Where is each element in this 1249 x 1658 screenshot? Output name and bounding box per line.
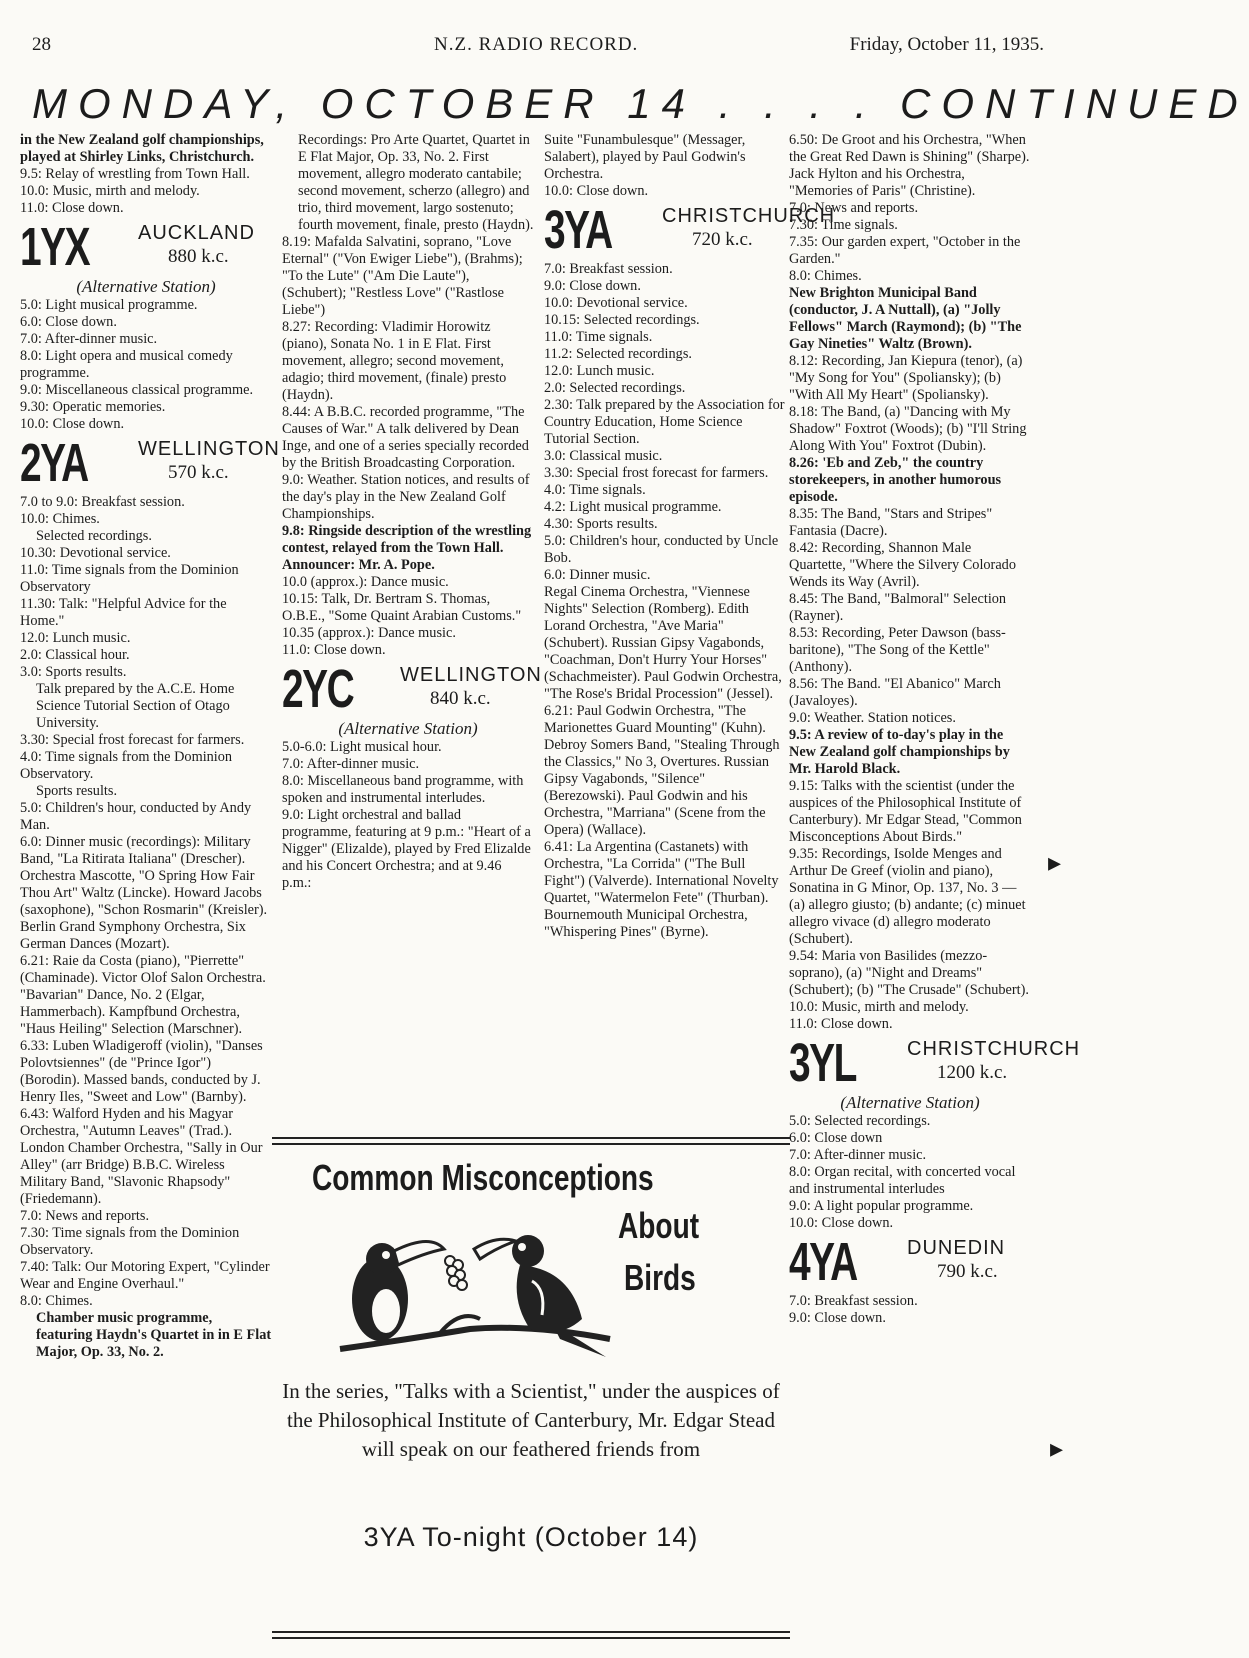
station-heading	[282, 659, 542, 719]
programme-entry: 10.15: Selected recordings.	[544, 312, 700, 328]
programme-entry: 2.0: Selected recordings.	[544, 380, 686, 396]
station-call-sign: 1YX	[20, 217, 90, 277]
programme-entry: 6.21: Paul Godwin Orchestra, "The Marionettes Guard Mounting" (Kuhn). Debroy Somers Band, "Stealing Through the Classics," No 3, Overtures. Russian Gipsy Vagabonds, "Silence" (Berezowski). Paul Godwin and his Orchestra, "Marriana" (Scene from the Opera) (Wallace).	[544, 703, 780, 838]
programme-entry: 5.0-6.0: Light musical hour.	[282, 739, 442, 755]
programme-entry: 11.0: Time signals from the Dominion Observatory	[20, 562, 239, 595]
station-city: WELLINGTON	[400, 664, 542, 686]
programme-entry: 11.0: Time signals.	[544, 329, 653, 345]
programme-entry: 4.0: Time signals.	[544, 482, 646, 498]
programme-entry: 4.30: Sports results.	[544, 516, 658, 532]
programme-entry: 3.30: Special frost forecast for farmers.	[20, 732, 245, 748]
programme-entry: 7.0: News and reports.	[789, 200, 919, 216]
station-city: WELLINGTON	[138, 438, 280, 460]
programme-entry: in the New Zealand golf championships, played at Shirley Links, Christchurch.	[20, 132, 264, 165]
programme-entry: 6.41: La Argentina (Castanets) with Orchestra, "La Corrida" ("The Bull Fight") (Valverde). International Novelty Quartet, "Watermelon Fete" (Thurban). Bournemouth Municipal Orchestra, "Whispering Pines" (Byrne).	[544, 839, 779, 940]
programme-entry: 7.0: News and reports.	[20, 1208, 150, 1224]
station-heading	[789, 1232, 1031, 1292]
programme-entry: 5.0: Selected recordings.	[789, 1113, 931, 1129]
column-4	[789, 132, 1081, 1327]
page-number: 28	[32, 34, 51, 55]
programme-entry: 11.0: Close down.	[282, 642, 386, 658]
programme-entry: 7.0 to 9.0: Breakfast session.	[20, 494, 185, 510]
programme-entry: 4.0: Time signals from the Dominion Observatory.	[20, 749, 233, 782]
programme-entry: 3.0: Sports results.	[20, 664, 127, 680]
programme-entry: 9.8: Ringside description of the wrestling contest, relayed from the Town Hall. Announcer: Mr. A. Pope.	[282, 523, 532, 573]
programme-entry: 9.0: Light orchestral and ballad programme, featuring at 9 p.m.: "Heart of a Nigger" (Elizalde), played by Fred Elizalde and his Concert Orchestra; and at 9.46 p.m.:	[282, 807, 531, 891]
column-1	[20, 132, 280, 1361]
programme-entry: Suite "Funambulesque" (Messager, Salabert), played by Paul Godwin's Orchestra.	[544, 132, 746, 182]
programme-entry: 7.0: Breakfast session.	[789, 1293, 918, 1309]
station-city: AUCKLAND	[138, 222, 255, 244]
programme-entry: Regal Cinema Orchestra, "Viennese Nights" Selection (Romberg). Edith Lorand Orchestra, "Ave Maria" (Schubert). Russian Gipsy Vagabonds, "Coachman, Don't Hurry Your Horses" (Schachmeister). Paul Godwin Orchestra, "The Rose's Bridal Procession" (Jessel).	[544, 584, 782, 702]
programme-entry: 11.30: Talk: "Helpful Advice for the Home."	[20, 596, 227, 629]
programme-entry: 6.21: Raie da Costa (piano), "Pierrette" (Chaminade). Victor Olof Salon Orchestra. "Bavarian" Dance, No. 2 (Elgar, Hammerbach). Kampfbund Orchestra, "Haus Heiling" Selection (Marschner).	[20, 953, 266, 1037]
station-frequency: 840 k.c.	[430, 688, 491, 709]
alternative-station-label: (Alternative Station)	[338, 719, 478, 738]
programme-entry: Talk prepared by the A.C.E. Home Science Tutorial Section of Otago University.	[36, 681, 235, 731]
programme-entry: 8.44: A B.B.C. recorded programme, "The Causes of War." A talk delivered by Dean Inge, and one of a series specially recorded by the British Broadcasting Corporation.	[282, 404, 529, 471]
station-frequency: 1200 k.c.	[937, 1062, 1008, 1083]
programme-entry: 12.0: Lunch music.	[20, 630, 131, 646]
programme-entry: 9.0: Weather. Station notices, and results of the day's play in the New Zealand Golf Championships.	[282, 472, 530, 522]
programme-entry: 10.0: Devotional service.	[544, 295, 688, 311]
column-2	[282, 132, 542, 892]
programme-entry: 9.5: Relay of wrestling from Town Hall.	[20, 166, 250, 182]
programme-entry: 6.0: Close down	[789, 1130, 883, 1146]
margin-mark-icon: ▸	[1050, 1434, 1064, 1463]
programme-entry: 3.30: Special frost forecast for farmers.	[544, 465, 769, 481]
programme-entry: 11.0: Close down.	[789, 1016, 893, 1032]
programme-entry: 8.42: Recording, Shannon Male Quartette, "Where the Silvery Colorado Wends its Way (Avril).	[789, 540, 1016, 590]
ad-body-text: In the series, "Talks with a Scientist," under the auspices of the Philosophical Institute of Canterbury, Mr. Edgar Stead will speak on our feathered friends from	[282, 1379, 780, 1461]
ad-top-rule	[272, 1137, 790, 1145]
programme-entry: 5.0: Light musical programme.	[20, 297, 198, 313]
alternative-station-label: (Alternative Station)	[76, 277, 216, 296]
programme-entry: 10.35 (approx.): Dance music.	[282, 625, 456, 641]
station-frequency: 790 k.c.	[937, 1261, 998, 1282]
programme-entry: 9.0: A light popular programme.	[789, 1198, 974, 1214]
programme-entry: 7.30: Time signals from the Dominion Observatory.	[20, 1225, 240, 1258]
programme-entry: 10.0: Close down.	[789, 1215, 894, 1231]
programme-entry: New Brighton Municipal Band (conductor, J. A Nuttall), (a) "Jolly Fellows" March (Raymond); (b) "The Gay Nineties" Waltz (Brown).	[789, 285, 1022, 352]
programme-entry: 7.0: Breakfast session.	[544, 261, 673, 277]
programme-entry: 8.56: The Band. "El Abanico" March (Javaloyes).	[789, 676, 1001, 709]
programme-entry: 9.0: Miscellaneous classical programme.	[20, 382, 254, 398]
programme-entry: 6.0: Close down.	[20, 314, 117, 330]
programme-entry: 3.0: Classical music.	[544, 448, 663, 464]
programme-entry: 2.30: Talk prepared by the Association for Country Education, Home Science Tutorial Section.	[544, 397, 785, 447]
station-heading	[789, 1033, 1081, 1093]
programme-entry: 9.0: Close down.	[544, 278, 641, 294]
programme-entry: 2.0: Classical hour.	[20, 647, 130, 663]
programme-entry: 10.0 (approx.): Dance music.	[282, 574, 449, 590]
programme-entry: Chamber music programme, featuring Haydn's Quartet in in E Flat Major, Op. 33, No. 2.	[36, 1310, 272, 1360]
programme-entry: 7.0: After-dinner music.	[282, 756, 420, 772]
programme-entry: 5.0: Children's hour, conducted by Andy Man.	[20, 800, 252, 833]
programme-entry: 6.0: Dinner music.	[544, 567, 651, 583]
station-frequency: 570 k.c.	[168, 462, 229, 483]
ad-title-line-2: About	[618, 1205, 700, 1246]
station-heading	[20, 217, 272, 277]
programme-entry: 7.40: Talk: Our Motoring Expert, "Cylinder Wear and Engine Overhaul."	[20, 1259, 270, 1292]
programme-entry: 8.19: Mafalda Salvatini, soprano, "Love Eternal" ("Von Ewiger Liebe"), (Brahms); "To the Lute" ("Am Die Laute"), (Schubert); "Restless Love" ("Rastlose Liebe")	[282, 234, 523, 318]
programme-entry: 9.0: Close down.	[789, 1310, 886, 1326]
programme-entry: Recordings: Pro Arte Quartet, Quartet in E Flat Major, Op. 33, No. 2. First movement, allegro moderato cantabile; second movement, scherzo (allegro) and trio, third movement, largo sostenuto; fourth movement, finale, presto (Haydn).	[298, 132, 534, 233]
station-heading	[20, 433, 280, 493]
programme-entry: 8.0: Chimes.	[789, 268, 862, 284]
programme-entry: 5.0: Children's hour, conducted by Uncle Bob.	[544, 533, 779, 566]
programme-entry: 8.0: Chimes.	[20, 1293, 93, 1309]
ad-bottom-rule	[272, 1631, 790, 1639]
station-call-sign: 3YL	[789, 1033, 856, 1093]
programme-entry: 8.35: The Band, "Stars and Stripes" Fantasia (Dacre).	[789, 506, 993, 539]
programme-entry: 9.30: Operatic memories.	[20, 399, 166, 415]
programme-entry: 10.0: Music, mirth and melody.	[20, 183, 200, 199]
programme-entry: 10.0: Chimes.	[20, 511, 100, 527]
alternative-station-label: (Alternative Station)	[840, 1093, 980, 1112]
programme-entry: 9.0: Weather. Station notices.	[789, 710, 956, 726]
page-header	[24, 30, 1044, 60]
programme-entry: Sports results.	[36, 783, 118, 799]
programme-entry: 7.0: After-dinner music.	[20, 331, 158, 347]
station-call-sign: 2YA	[20, 433, 88, 493]
programme-entry: 6.43: Walford Hyden and his Magyar Orchestra, "Autumn Leaves" (Trad.). London Chamber Orchestra, "Sally in Our Alley" (arr Bridge) B.B.C. Wireless Military Band, "Slavonic Rhapsody" (Friedemann).	[20, 1106, 263, 1207]
programme-entry: 9.35: Recordings, Isolde Menges and Arthur De Greef (violin and piano), Sonatina in G Minor, Op. 137, No. 3 — (a) allegro giusto; (b) andante; (c) minuet allegro vivace (d) allegro moderato (Schubert).	[789, 846, 1026, 947]
programme-entry: Selected recordings.	[36, 528, 152, 544]
ad-title-line-1: Common Misconceptions	[312, 1157, 654, 1198]
programme-entry: 8.12: Recording, Jan Kiepura (tenor), (a) "My Song for You" (Spoliansky); (b) "With All My Heart" (Spoliansky).	[789, 353, 1023, 403]
programme-entry: 9.15: Talks with the scientist (under the auspices of the Philosophical Institute of Canterbury). Mr Edgar Stead, "Common Misconceptions About Birds."	[789, 778, 1022, 845]
programme-entry: 7.35: Our garden expert, "October in the Garden."	[789, 234, 1021, 267]
ad-tagline: 3YA To-night (October 14)	[363, 1522, 699, 1552]
programme-entry: 10.15: Talk, Dr. Bertram S. Thomas, O.B.E., "Some Quaint Arabian Customs."	[282, 591, 522, 624]
station-city: DUNEDIN	[907, 1237, 1006, 1259]
programme-entry: 6.0: Dinner music (recordings): Military Band, "La Ritirata Italiana" (Drescher). Orchestra Mascotte, "O Spring How Fair Thou Art" Waltz (Lincke). Howard Jacobs (saxophone), "Schon Rosmarin" (Kreisler). Berlin Grand Symphony Orchestra, Six German Dances (Mozart).	[20, 834, 268, 952]
programme-entry: 12.0: Lunch music.	[544, 363, 655, 379]
programme-entry: 8.45: The Band, "Balmoral" Selection (Rayner).	[789, 591, 1007, 624]
programme-entry: 10.0: Music, mirth and melody.	[789, 999, 969, 1015]
programme-entry: 8.26: 'Eb and Zeb," the country storekeepers, in another humorous episode.	[789, 455, 1002, 505]
day-banner: MONDAY, OCTOBER 14 . . . . CONTINUED	[32, 80, 1249, 127]
ad-title-line-3: Birds	[624, 1257, 696, 1298]
programme-entry: 10.0: Close down.	[20, 416, 125, 432]
programme-entry: 9.5: A review of to-day's play in the New Zealand golf championships by Mr. Harold Black.	[789, 727, 1010, 777]
station-frequency: 880 k.c.	[168, 246, 229, 267]
station-call-sign: 2YC	[282, 659, 354, 719]
advertisement-box	[272, 1137, 790, 1637]
programme-entry: 4.2: Light musical programme.	[544, 499, 722, 515]
station-call-sign: 3YA	[544, 200, 612, 260]
margin-mark-icon: ▸	[1048, 848, 1062, 877]
station-heading	[544, 200, 836, 260]
programme-entry: 11.0: Close down.	[20, 200, 124, 216]
programme-entry: 8.27: Recording: Vladimir Horowitz (piano), Sonata No. 1 in E Flat. First movement, allegro; second movement, adagio; third movement, (finale) presto (Haydn).	[282, 319, 507, 403]
programme-entry: 8.53: Recording, Peter Dawson (bass-baritone), "The Song of the Kettle" (Anthony).	[789, 625, 1006, 675]
programme-entry: 6.50: De Groot and his Orchestra, "When the Great Red Dawn is Shining" (Sharpe). Jack Hylton and his Orchestra, "Memories of Paris" (Christine).	[789, 132, 1030, 199]
programme-entry: 11.2: Selected recordings.	[544, 346, 692, 362]
station-city: CHRISTCHURCH	[907, 1038, 1081, 1060]
station-city: CHRISTCHURCH	[662, 205, 836, 227]
programme-entry: 7.30: Time signals.	[789, 217, 898, 233]
programme-entry: 8.0: Organ recital, with concerted vocal and instrumental interludes	[789, 1164, 1016, 1197]
issue-date: Friday, October 11, 1935.	[849, 34, 1044, 55]
programme-entry: 8.0: Light opera and musical comedy programme.	[20, 348, 233, 381]
programme-entry: 10.30: Devotional service.	[20, 545, 171, 561]
programme-entry: 10.0: Close down.	[544, 183, 649, 199]
programme-entry: 9.54: Maria von Basilides (mezzo-soprano), (a) "Night and Dreams" (Schubert); (b) "The Crusade" (Schubert).	[789, 948, 1029, 998]
masthead: N.Z. RADIO RECORD.	[434, 34, 639, 55]
station-frequency: 720 k.c.	[692, 229, 753, 250]
programme-entry: 8.18: The Band, (a) "Dancing with My Shadow" Foxtrot (Woods); (b) "I'll String Along With You" Foxtrot (Dubin).	[789, 404, 1027, 454]
station-call-sign: 4YA	[789, 1232, 857, 1292]
programme-entry: 6.33: Luben Wladigeroff (violin), "Danses Polovtsiennes" (de "Prince Igor") (Borodin). Massed bands, conducted by J. Henry Iles, "Sweet and Low" (Barnby).	[20, 1038, 263, 1105]
programme-entry: 7.0: After-dinner music.	[789, 1147, 927, 1163]
programme-entry: 8.0: Miscellaneous band programme, with spoken and instrumental interludes.	[282, 773, 524, 806]
toucan-birds-illustration	[320, 1189, 620, 1367]
